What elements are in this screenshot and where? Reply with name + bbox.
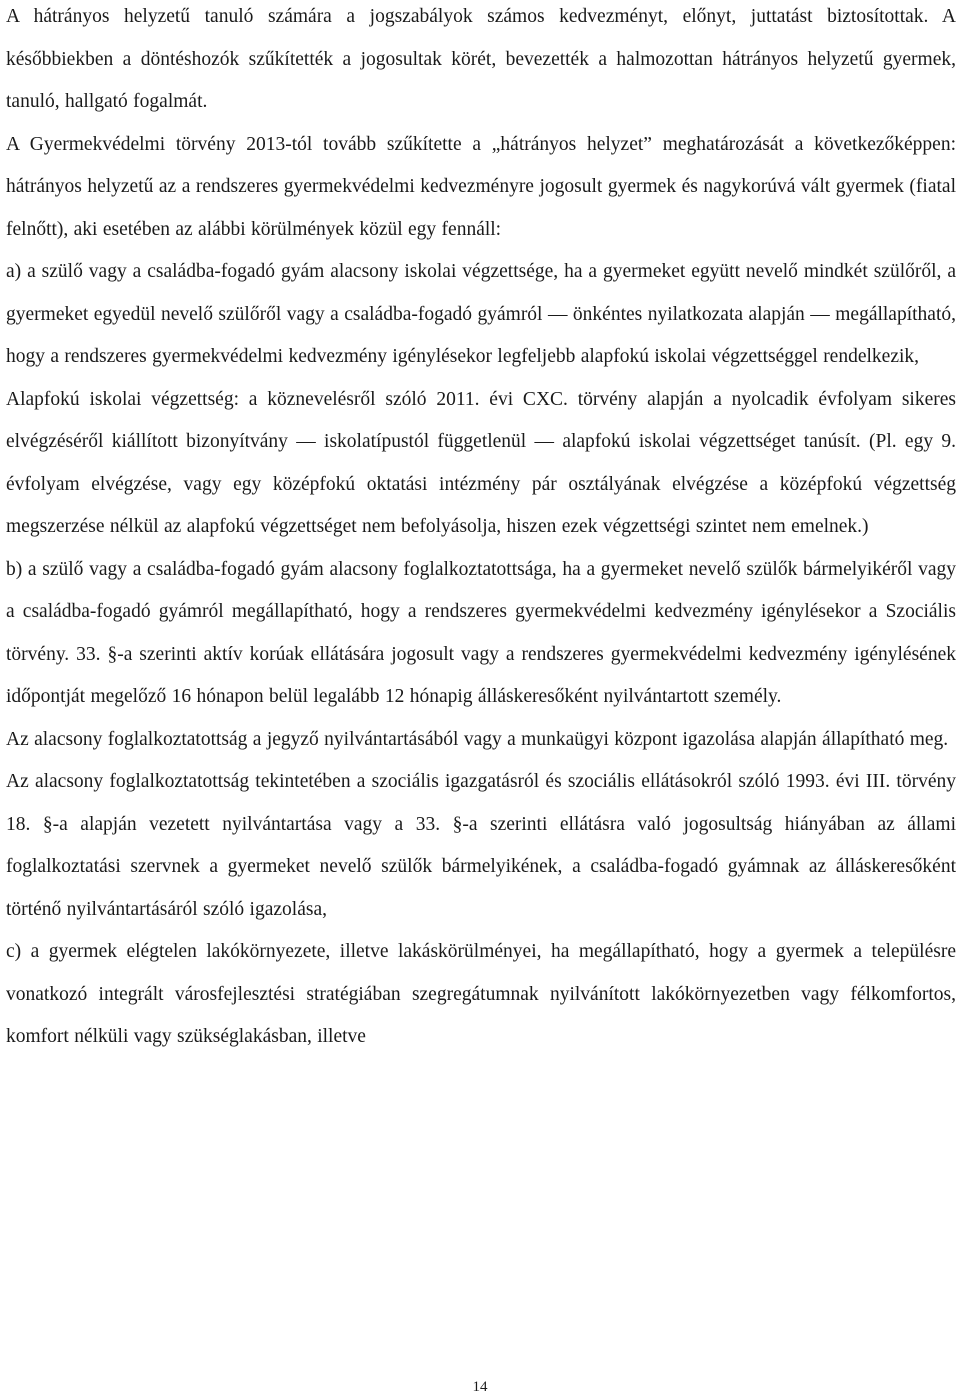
paragraph-condition-a: a) a szülő vagy a családba-fogadó gyám alacsony iskolai végzettsége, ha a gyermeket együtt nevelő mindkét szülőről, a gyermeket egyedül nevelő szülőről vagy a családba-fogadó gyámról — önkéntes nyilatkozata alapján — megállapítható, hogy a rendszeres gyermekvédelmi kedvezmény igénylésekor legfeljebb alapfokú iskolai végzettséggel rendelkezik, — [6, 261, 956, 367]
paragraph-intro: A hátrányos helyzetű tanuló számára a jogszabályok számos kedvezményt, előnyt, juttatást biztosítottak. A későbbiekben a döntéshozók szűkítették a jogosultak körét, bevezették a halmozottan hátrányos helyzetű gyermek, tanuló, hallgató fogalmát. — [6, 6, 956, 112]
paragraph-definition: A Gyermekvédelmi törvény 2013-tól tovább szűkítette a „hátrányos helyzet” meghatározását a következőképpen: hátrányos helyzetű az a rendszeres gyermekvédelmi kedvezményre jogosult gyermek és nagykorúvá vált gyermek (fiatal felnőtt), aki esetében az alábbi körülmények közül egy fennáll: — [6, 133, 956, 240]
paragraph-employment-proof: Az alacsony foglalkoztatottság a jegyző nyilvántartásából vagy a munkaügyi központ igazolása alapján állapítható meg. — [6, 728, 949, 750]
body-text — [6, 0, 956, 1059]
page-number: 14 — [472, 1379, 488, 1395]
paragraph-condition-c: c) a gyermek elégtelen lakókörnyezete, illetve lakáskörülményei, ha megállapítható, hogy a gyermek a településre vonatkozó integrált városfejlesztési stratégiában szegregátumnak nyilvánított lakókörnyezetben vagy félkomfortos, komfort nélküli vagy szükséglakásban, illetve — [6, 941, 956, 1047]
paragraph-basic-education: Alapfokú iskolai végzettség: a köznevelésről szóló 2011. évi CXC. törvény alapján a nyolcadik évfolyam sikeres elvégzéséről kiállított bizonyítvány — iskolatípustól függetlenül — alapfokú iskolai végzettséget tanúsít. (Pl. egy 9. évfolyam elvégzése, vagy egy középfokú oktatási intézmény pár osztályának elvégzése a középfokú végzettség megszerzése nélkül az alapfokú végzettséget nem befolyásolja, hiszen ezek végzettségi szintet nem emelnek.) — [6, 388, 956, 537]
paragraph-employment-registry: Az alacsony foglalkoztatottság tekintetében a szociális igazgatásról és szociális ellátásokról szóló 1993. évi III. törvény 18. §-a alapján vezetett nyilvántartása vagy a 33. §-a szerinti ellátásra való jogosultság hiányában az állami foglalkoztatási szervnek a gyermeket nevelő szülők bármelyikének, a családba-fogadó gyámnak az álláskeresőként történő nyilvántartásáról szóló igazolása, — [6, 771, 956, 920]
paragraph-condition-b: b) a szülő vagy a családba-fogadó gyám alacsony foglalkoztatottsága, ha a gyermeket nevelő szülők bármelyikéről vagy a családba-fogadó gyámról megállapítható, hogy a rendszeres gyermekvédelmi kedvezmény igénylésekor a Szociális törvény. 33. §-a szerinti aktív korúak ellátására jogosult vagy a rendszeres gyermekvédelmi kedvezmény igénylésének időpontját megelőző 16 hónapon belül legalább 12 hónapig álláskeresőként nyilvántartott személy. — [6, 558, 956, 707]
